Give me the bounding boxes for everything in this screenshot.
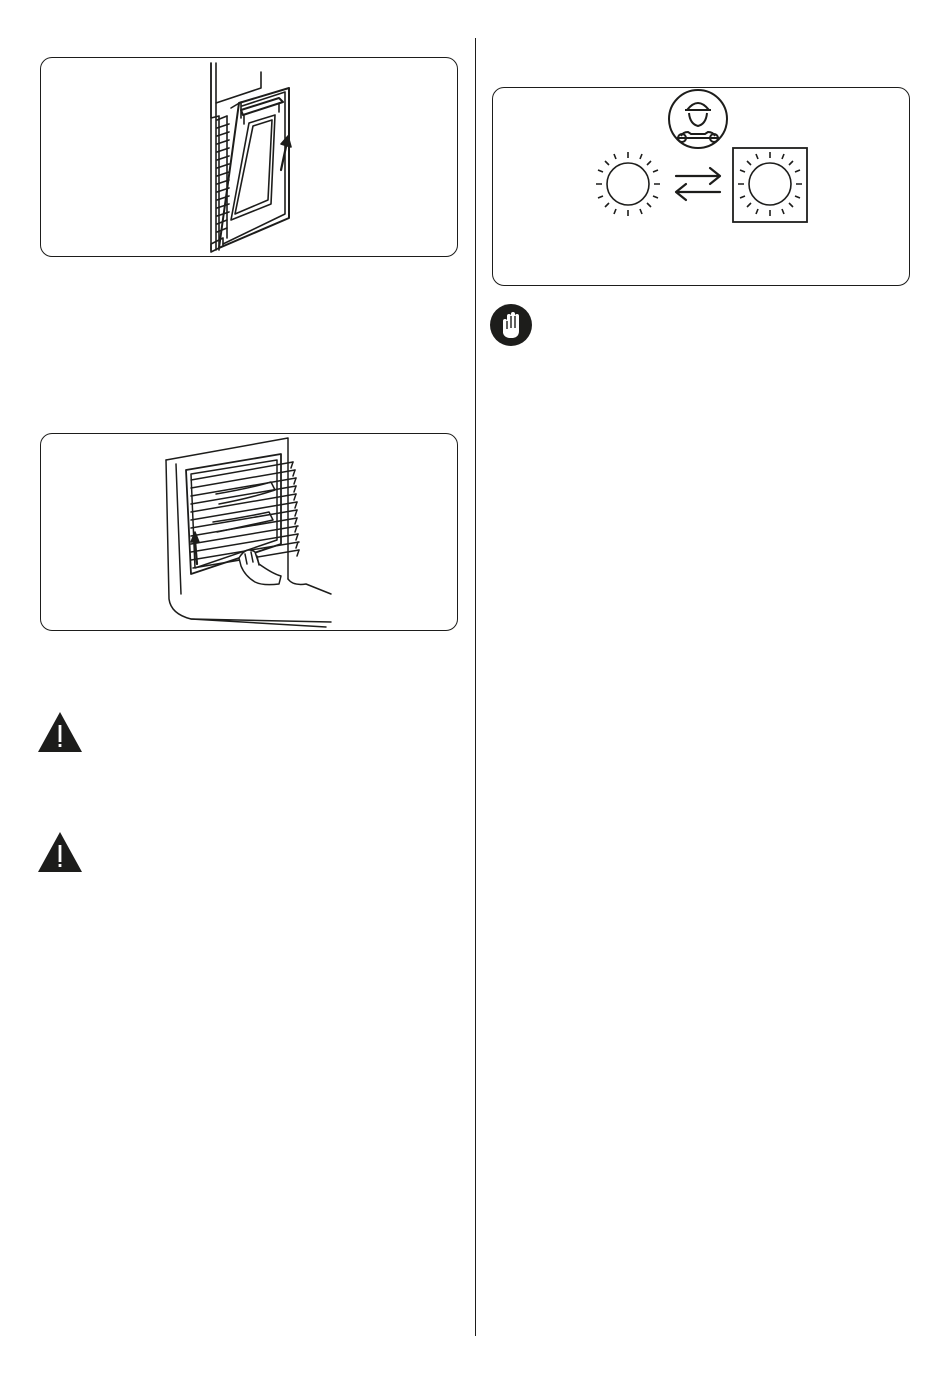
lamp-icon — [596, 152, 660, 216]
side-rack-removal-figure — [40, 433, 458, 631]
door-removal-figure — [40, 57, 458, 257]
warning-triangle-icon — [37, 831, 83, 873]
lamp-icon — [733, 148, 807, 222]
lamp-replacement-illustration — [493, 88, 910, 286]
service-technician-icon — [669, 90, 727, 148]
side-rack-illustration — [41, 434, 458, 631]
door-removal-illustration — [41, 58, 458, 257]
warning-triangle-icon — [37, 711, 83, 753]
lamp-replacement-figure — [492, 87, 910, 286]
stop-hand-icon — [489, 303, 533, 347]
column-divider — [475, 38, 476, 1336]
swap-arrows-icon — [676, 168, 720, 200]
